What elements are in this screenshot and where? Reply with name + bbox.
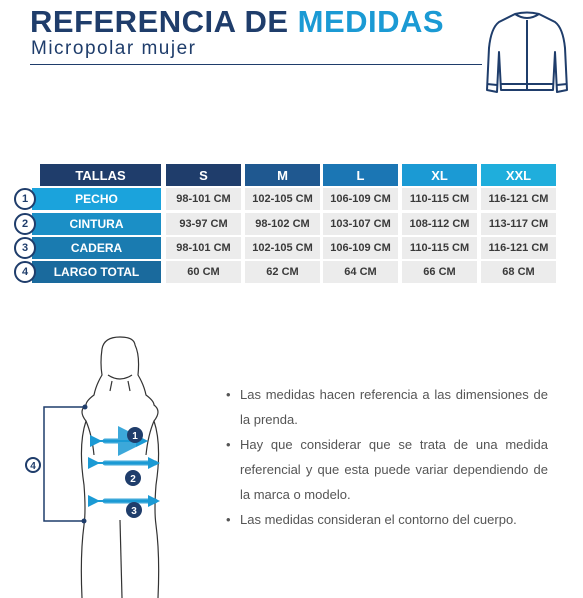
table-cell: 102-105 CM <box>245 237 320 259</box>
size-header-xxl: XXL <box>481 164 556 186</box>
table-cell: 103-107 CM <box>323 213 398 235</box>
table-cell: 113-117 CM <box>481 213 556 235</box>
table-cell: 98-102 CM <box>245 213 320 235</box>
figure-marker-3 <box>126 502 142 518</box>
title-part-2: MEDIDAS <box>297 4 445 39</box>
size-header-s: S <box>166 164 241 186</box>
row-label-cadera: CADERA <box>32 237 161 259</box>
figure-marker-1 <box>127 427 143 443</box>
figure-marker-4 <box>26 458 40 472</box>
table-cell: 60 CM <box>166 261 241 283</box>
table-cell: 116-121 CM <box>481 237 556 259</box>
note-item <box>226 432 548 507</box>
title-part-1: REFERENCIA DE <box>30 4 298 39</box>
table-cell: 108-112 CM <box>402 213 477 235</box>
table-cell: 98-101 CM <box>166 237 241 259</box>
note-text: Hay que considerar que se trata de una medida referencial y que esta puede variar dependiendo de la marca o modelo. <box>240 437 548 502</box>
row-number-1: 1 <box>14 188 36 210</box>
row-label-largo-total: LARGO TOTAL <box>32 261 161 283</box>
note-item <box>226 507 548 532</box>
body-silhouette <box>20 335 220 598</box>
note-bullet: • <box>226 387 231 402</box>
note-item <box>226 382 548 432</box>
page-subtitle: Micropolar mujer <box>31 38 197 59</box>
row-label-pecho: PECHO <box>32 188 161 210</box>
note-text: Las medidas consideran el contorno del cuerpo. <box>240 512 517 527</box>
row-label-cintura: CINTURA <box>32 213 161 235</box>
size-header-xl: XL <box>402 164 477 186</box>
table-cell: 102-105 CM <box>245 188 320 210</box>
row-number-3: 3 <box>14 237 36 259</box>
notes-list <box>226 382 548 532</box>
note-bullet: • <box>226 512 231 527</box>
page-title <box>30 4 444 40</box>
figure-marker-4-label: 4 <box>30 461 36 472</box>
table-cell: 106-109 CM <box>323 188 398 210</box>
table-cell: 64 CM <box>323 261 398 283</box>
table-cell: 66 CM <box>402 261 477 283</box>
title-divider <box>30 64 482 65</box>
size-header-m: M <box>245 164 320 186</box>
row-number-4: 4 <box>14 261 36 283</box>
table-cell: 110-115 CM <box>402 188 477 210</box>
table-corner-label: TALLAS <box>40 164 161 186</box>
size-header-l: L <box>323 164 398 186</box>
figure-marker-1-label: 1 <box>132 431 138 442</box>
table-cell: 93-97 CM <box>166 213 241 235</box>
table-cell: 116-121 CM <box>481 188 556 210</box>
jacket-icon <box>485 8 569 98</box>
figure-marker-2 <box>125 470 141 486</box>
table-cell: 110-115 CM <box>402 237 477 259</box>
table-cell: 106-109 CM <box>323 237 398 259</box>
table-cell: 62 CM <box>245 261 320 283</box>
table-cell: 98-101 CM <box>166 188 241 210</box>
figure-marker-2-label: 2 <box>130 474 136 485</box>
row-number-2: 2 <box>14 213 36 235</box>
note-text: Las medidas hacen referencia a las dimensiones de la prenda. <box>240 387 548 427</box>
figure-marker-3-label: 3 <box>131 506 137 517</box>
note-bullet: • <box>226 437 231 452</box>
table-cell: 68 CM <box>481 261 556 283</box>
